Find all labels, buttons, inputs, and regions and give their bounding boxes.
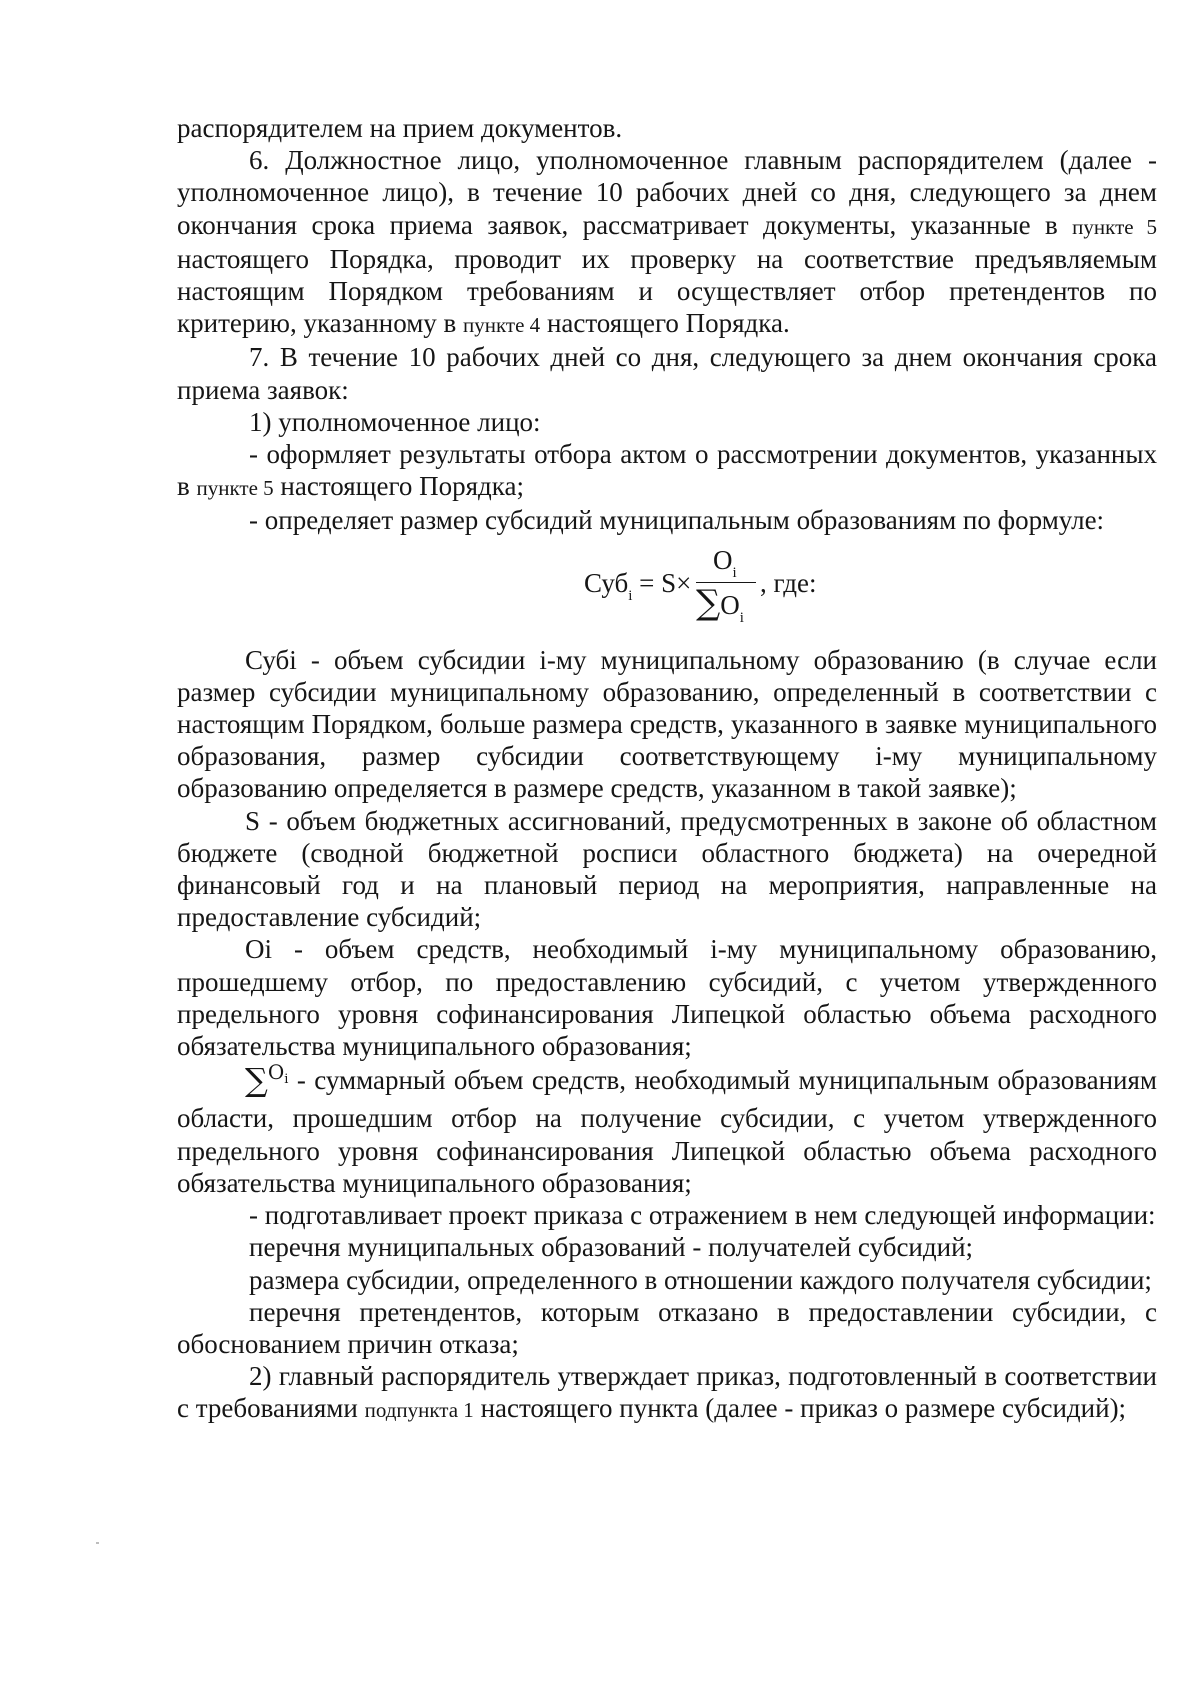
sigma-icon: ∑: [696, 582, 721, 623]
paragraph-t1: [177, 1199, 1157, 1231]
sum-oi-symbol: ∑$^{Oi}$: [245, 1060, 289, 1100]
paragraph-text: Субi - объем субсидии i-му муниципальному образованию (в случае если размер субсидии муниципальному образованию, определенный в соответствии с настоящим Порядком, больше размера средств, указанного в заявке муниципального образования, размер субсидии соответствующему i-му муниципальному образованию определяется в размере средств, указанном в такой заявке);: [177, 644, 1157, 804]
formula-tail: , где:: [760, 567, 817, 598]
paragraph-t2: [177, 1231, 1157, 1263]
paragraph-text: настоящего Порядка;: [273, 471, 524, 502]
document-page: [177, 112, 1157, 1427]
paragraph-text: перечня претендентов, которым отказано в предоставлении субсидии, с обоснованием причин отказа;: [177, 1296, 1157, 1359]
paragraph-t4: [177, 1296, 1157, 1360]
paragraph-p7-1b: [177, 504, 1157, 536]
sigma-icon: ∑: [245, 1061, 268, 1100]
formula-numerator: $O_i$: [713, 544, 737, 581]
formula-lhs: Суб$_i$ = S×: [584, 567, 692, 604]
paragraph-text: - оформляет результаты отбора актом о рассмотрении документов, указанных в: [177, 439, 1157, 502]
paragraph-d2: [177, 805, 1157, 934]
paragraph-p7-1: [177, 406, 1157, 438]
paragraph-p7: [177, 341, 1157, 405]
paragraph-text: - подготавливает проект приказа с отражением в нем следующей информации:: [249, 1200, 1156, 1231]
paragraph-p0: [177, 112, 1157, 144]
paragraph-text: настоящего Порядка, проводит их проверку на соответствие предъявляемым настоящим Порядком требованиям и осуществляет отбор претендентов по критерию, указанному в: [177, 243, 1157, 339]
formula-denominator: $\sum O_i$: [696, 582, 744, 626]
paragraph-text: 6. Должностное лицо, уполномоченное главным распорядителем (далее - уполномоченное лицо), в течение 10 рабочих дней со дня, следующего за днем окончания срока приема заявок, рассматривает документы, указанные в: [177, 145, 1157, 240]
paragraph-text: S - объем бюджетных ассигнований, предусмотренных в законе об областном бюджете (сводной бюджетной росписи областного бюджета) на очередной финансовый год и на плановый период на мероприятия, направленные на предоставление субсидий;: [177, 805, 1157, 933]
paragraph-text: распорядителем на прием документов.: [177, 113, 623, 143]
paragraph-t3: [177, 1264, 1157, 1296]
definitions-group: [177, 644, 1157, 1063]
reference-text: пункте 5: [196, 476, 274, 501]
paragraph-p6: [177, 144, 1157, 341]
paragraph-p7-1a: [177, 438, 1157, 504]
sum-definition: ∑$^{Oi}$ - суммарный объем средств, необходимый муниципальным образованиям области, прошедшим отбор на получение субсидии, с учетом утвержденного предельного уровня софинансирования Липецкой областью объема расходного обязательства муниципального образования;: [177, 1060, 1157, 1198]
paragraph-d1: [177, 644, 1157, 805]
paragraph-text: Oi - объем средств, необходимый i-му муниципальному образованию, прошедшему отбор, по предоставлению субсидий, с учетом утвержденного предельного уровня софинансирования Липецкой областью объема расходного обязательства муниципального образования;: [177, 934, 1157, 1062]
paragraph-text: настоящего Порядка.: [540, 308, 790, 339]
scan-speck: [96, 1542, 99, 1544]
paragraph-d3: [177, 933, 1157, 1062]
subsidy-formula: [584, 544, 844, 626]
paragraph-group-head: [177, 112, 1157, 537]
reference-text: пункте 4: [463, 313, 541, 338]
paragraph-text: размера субсидии, определенного в отношении каждого получателя субсидии;: [249, 1264, 1152, 1295]
paragraph-text: 7. В течение 10 рабочих дней со дня, следующего за днем окончания срока приема заявок:: [177, 342, 1157, 405]
formula-fraction: [696, 544, 756, 626]
paragraph-text: - определяет размер субсидий муниципальным образованиям по формуле:: [249, 505, 1105, 536]
reference-text: подпункта 1: [364, 1398, 474, 1423]
reference-text: пункте 5: [1072, 214, 1157, 239]
paragraph-text: 2) главный распорядитель утверждает приказ, подготовленный в соответствии с требованиями: [177, 1361, 1157, 1424]
paragraph-group-tail: [177, 1199, 1157, 1426]
paragraph-text: перечня муниципальных образований - получателей субсидий;: [249, 1232, 974, 1263]
paragraph-text: 1) уполномоченное лицо:: [249, 406, 541, 437]
paragraph-text: настоящего пункта (далее - приказ о размере субсидий);: [473, 1393, 1127, 1424]
paragraph-t5: [177, 1360, 1157, 1426]
formula-block: [177, 544, 1157, 626]
